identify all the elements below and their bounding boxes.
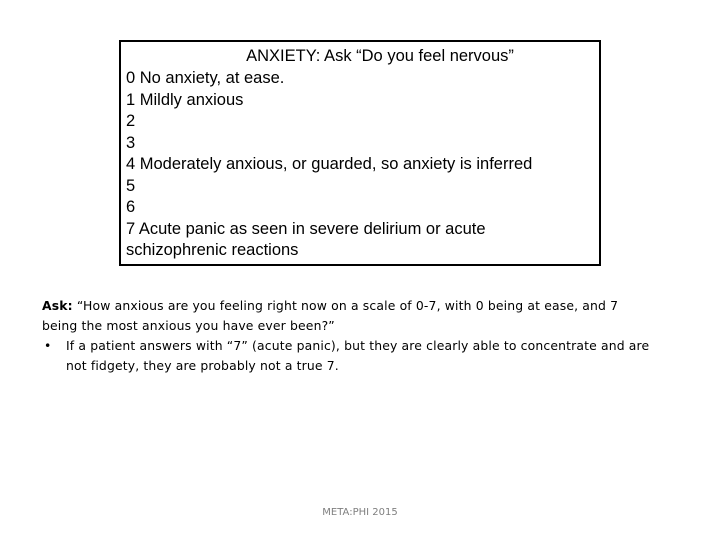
scale-line-7: 7 Acute panic as seen in severe delirium or acute xyxy=(126,219,486,238)
bullet-text xyxy=(66,336,682,376)
scale-line-5: 5 xyxy=(126,176,136,195)
scale-lines xyxy=(126,68,596,262)
scale-line-6: 6 xyxy=(126,198,136,216)
bullet-item xyxy=(42,336,682,376)
scale-line-7-continued: schizophrenic reactions xyxy=(126,241,299,259)
scale-line-0: 0 No anxiety, at ease. xyxy=(126,69,285,87)
ask-paragraph xyxy=(42,296,682,316)
scale-line-2: 2 xyxy=(126,112,136,130)
footer-label: META:PHI 2015 xyxy=(322,507,398,518)
anxiety-scale-box xyxy=(119,40,601,266)
ask-text-line2: being the most anxious you have ever been?” xyxy=(42,318,335,333)
bullet-icon: • xyxy=(44,338,52,353)
ask-text-line1: “How anxious are you feeling right now on a scale of 0-7, with 0 being at ease, and 7 xyxy=(72,298,619,313)
scale-line-4: 4 Moderately anxious, or guarded, so anxiety is inferred xyxy=(126,155,533,173)
scale-line-3: 3 xyxy=(126,133,136,152)
scale-line-1: 1 Mildly anxious xyxy=(126,90,244,109)
instructions-notes xyxy=(42,296,682,376)
scale-title: ANXIETY: Ask “Do you feel nervous” xyxy=(246,47,514,65)
bullet-text-line2: not fidgety, they are probably not a true 7. xyxy=(66,358,339,373)
bullet-text-line1: If a patient answers with “7” (acute panic), but they are clearly able to concentrate and are xyxy=(66,338,650,353)
ask-label: Ask: xyxy=(42,298,73,313)
